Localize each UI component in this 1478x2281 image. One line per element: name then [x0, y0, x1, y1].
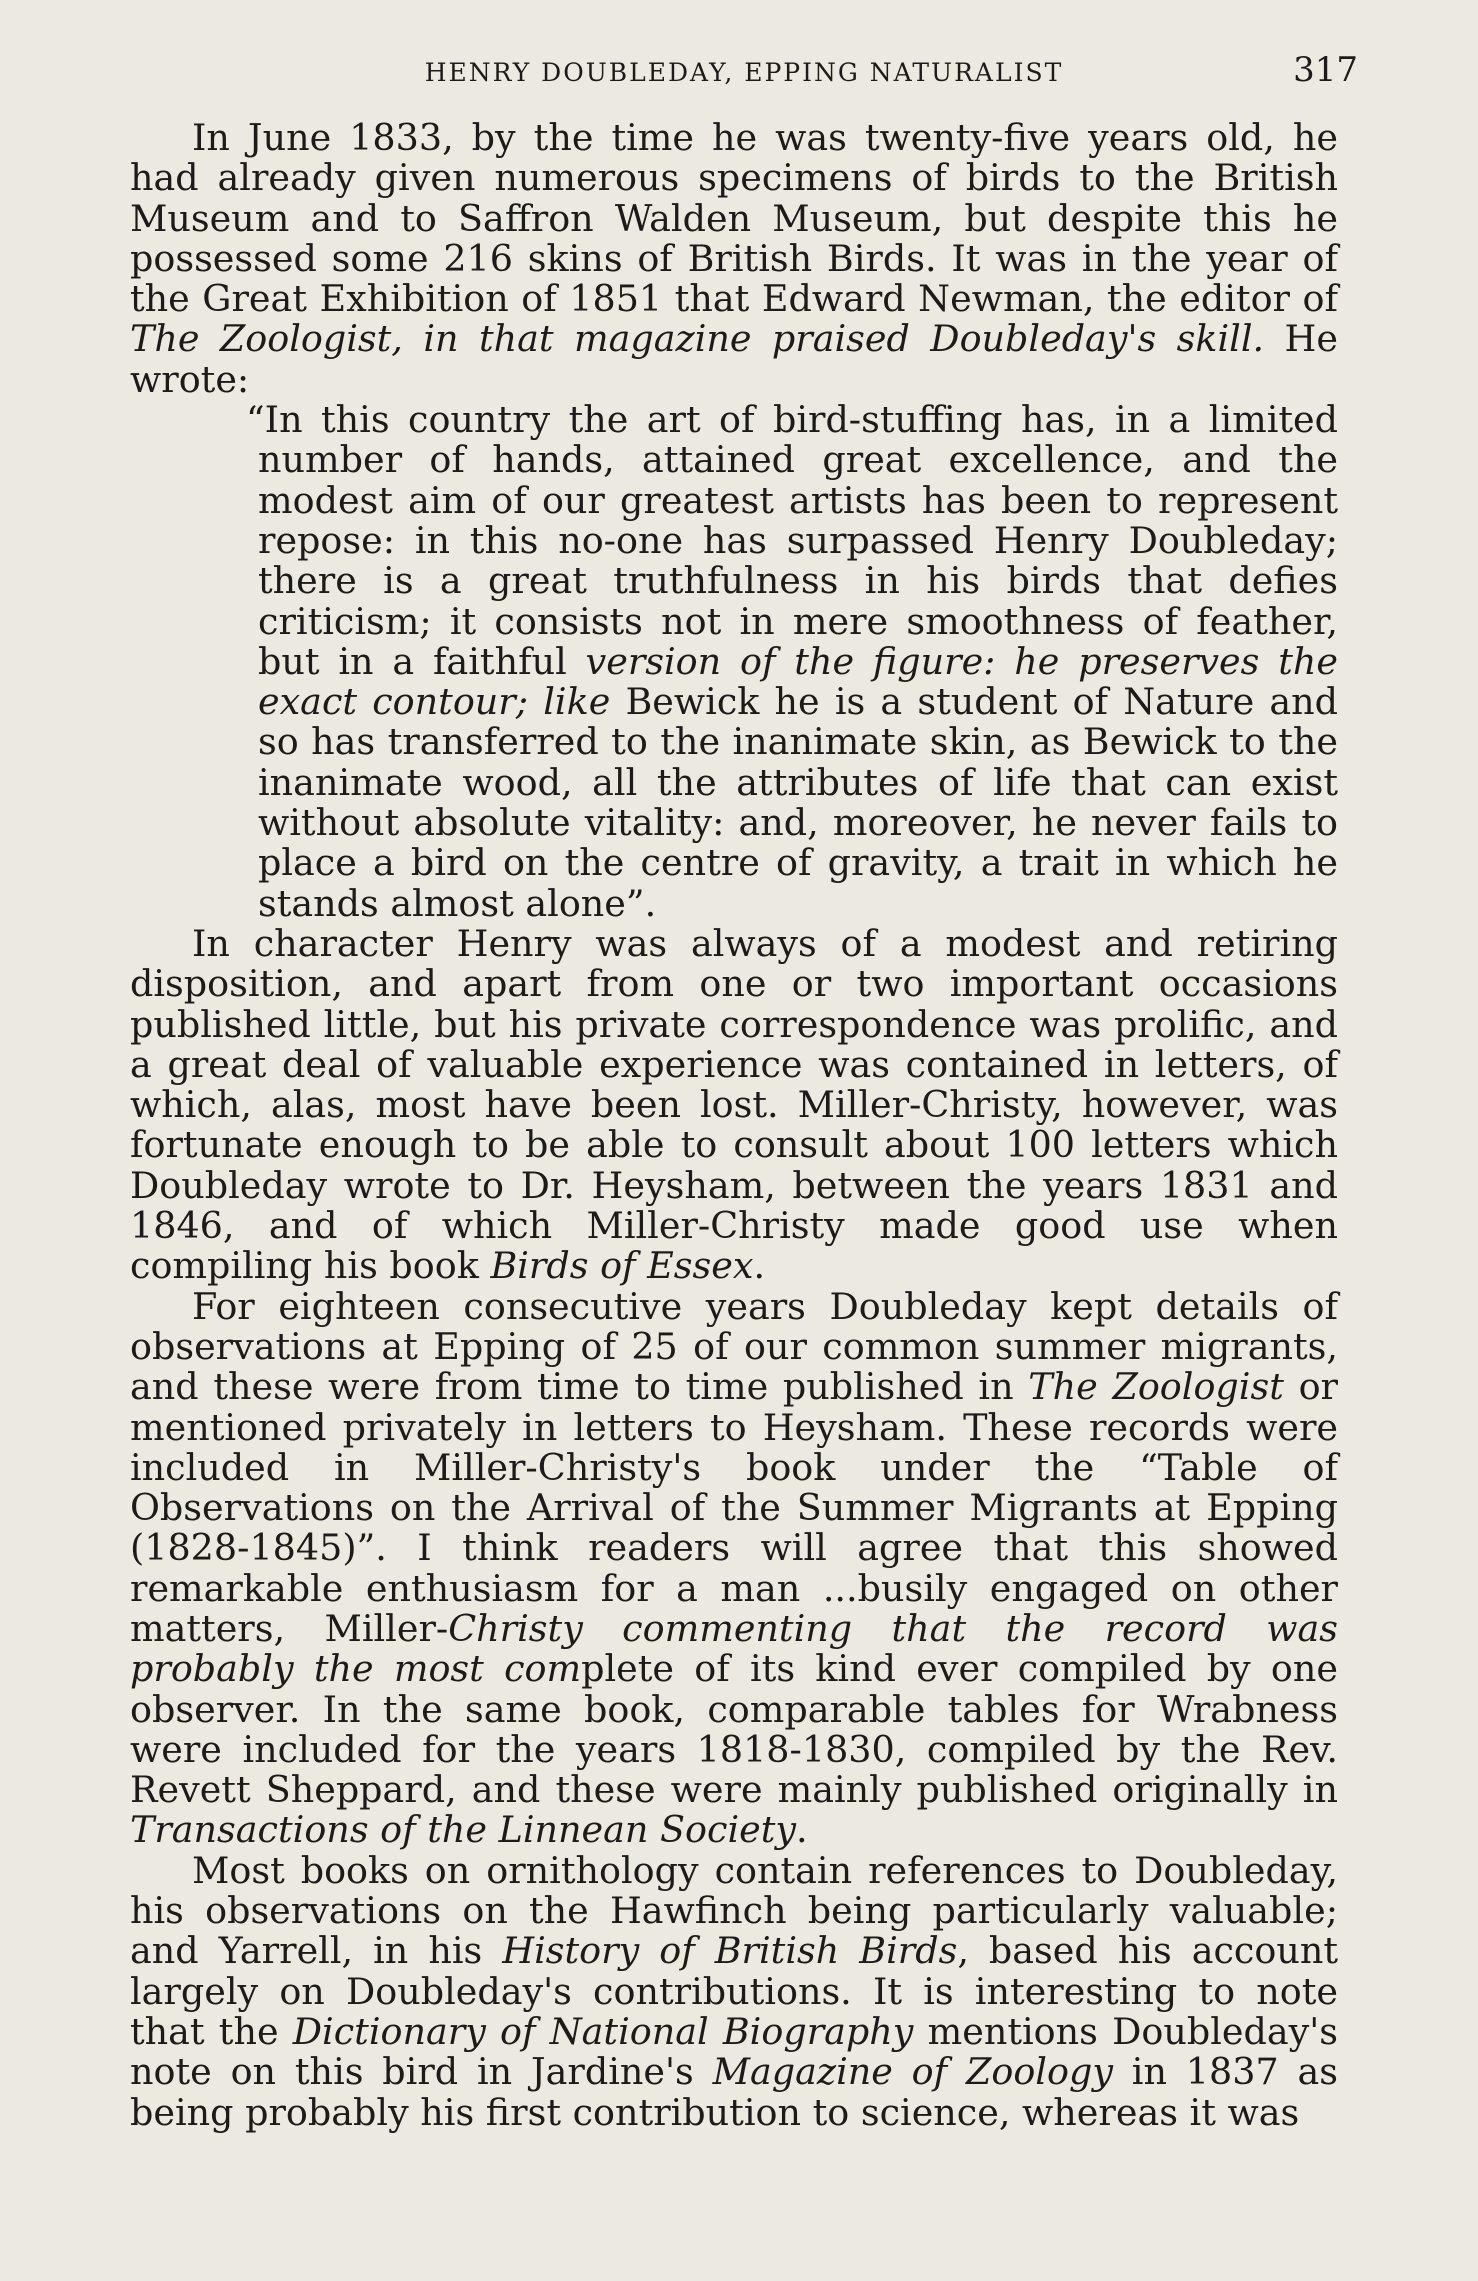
italic-run: The Zoologist — [1028, 1365, 1284, 1409]
italic-run: Dictionary of National Biography — [292, 2009, 914, 2053]
page-number: 317 — [1293, 50, 1358, 90]
italic-run: version of the figure: he preserves the exact contour; like — [258, 639, 1338, 724]
text-run: . — [796, 1808, 808, 1852]
text-run: Most books on ornithology contain references to Doubleday, his observations on the Hawfinch being particularly valuable; and Yarrell, in his — [130, 1848, 1338, 1973]
italic-run: Birds of Essex — [490, 1244, 754, 1288]
text-run: or mentioned privately in letters to Heysham. These records were included in Miller-Christy's book under the “Table of Observations on the Arrival of the Summer Migrants at Epping (1828-1845)”. I think readers will agree that this showed remarkable enthusiasm for a man ...busily engaged on other matters, Miller- — [130, 1365, 1338, 1650]
body-text — [130, 118, 1338, 2133]
text-run: plete of its kind ever compiled by one observer. In the same book, comparable tables for Wrabness were included for the years 1818-1830, compiled by the Rev. Revett Sheppard, and these were mainly published originally in — [130, 1647, 1339, 1812]
italic-run: Magazine of Zoology — [712, 2050, 1113, 2094]
paragraph-3 — [130, 1284, 1339, 1852]
italic-run: Christy commenting that the record was probably the most com — [130, 1606, 1338, 1691]
text-run: In character Henry was always of a modest and retiring disposition, and apart from one or two important occasions published little, but his private correspondence was prolific, and a great deal of valuable experience was contained in letters, of which, alas, most have been lost. Miller-Christy, however, was fortunate enough to be able to consult about 100 letters which Doubleday wrote to Dr. Heysham, between the years 1831 and 1846, and of which Miller-Christy made good use when compiling his book — [130, 921, 1338, 1288]
text-run: mentions Doubleday's note on this bird in Jardine's — [130, 2009, 1338, 2094]
text-run: , based his account largely on Doubleday's contributions. It is interesting to note that the — [130, 1929, 1338, 2053]
paragraph-1 — [130, 118, 1338, 400]
block-quote — [130, 400, 1338, 924]
text-run: “In this country the art of bird-stuffing has, in a limited number of hands, attained great excellence, and the modest aim of our greatest artists has been to represent repose: in this no-one has surpassed Henry Doubleday; there is a great truthfulness in his birds that defies criticism; it consists not in mere smoothness of feather, but in a faithful — [246, 398, 1338, 683]
italic-run: Transactions of the Linnean Society — [130, 1808, 797, 1852]
text-run: Bewick he is a student of Nature and so has transferred to the inanimate skin, as Bewick to the inanimate wood, all the attributes of life that can exist without absolute vitality: and, moreover, he never fails to place a bird on the centre of gravity, a trait in which he stands almost alone”. — [258, 680, 1338, 925]
text-run: He wrote: — [130, 317, 1338, 401]
paragraph-4 — [130, 1848, 1339, 2134]
running-head: HENRY DOUBLEDAY, EPPING NATURALIST — [424, 58, 1064, 87]
text-run: in 1837 as being probably his first contribution to science, whereas it was — [130, 2050, 1339, 2134]
text-run: In June 1833, by the time he was twenty-five years old, he had already given numerous specimens of birds to the British Museum and to Saffron Walden Museum, but despite this he possessed some 216 skins of British Birds. It was in the year of the Great Exhibition of 1851 that Edward Newman, the editor of — [130, 116, 1338, 321]
italic-run: The Zoologist, in that magazine praised Doubleday's skill. — [130, 317, 1265, 361]
page-header — [130, 50, 1358, 100]
text-run: . — [753, 1244, 766, 1288]
text-run: For eighteen consecutive years Doubleday kept details of observations at Epping of 25 of our common summer migrants, and these were from time to time published in — [130, 1284, 1338, 1409]
italic-run: History of British Birds — [502, 1929, 958, 1973]
paragraph-2 — [130, 921, 1338, 1288]
